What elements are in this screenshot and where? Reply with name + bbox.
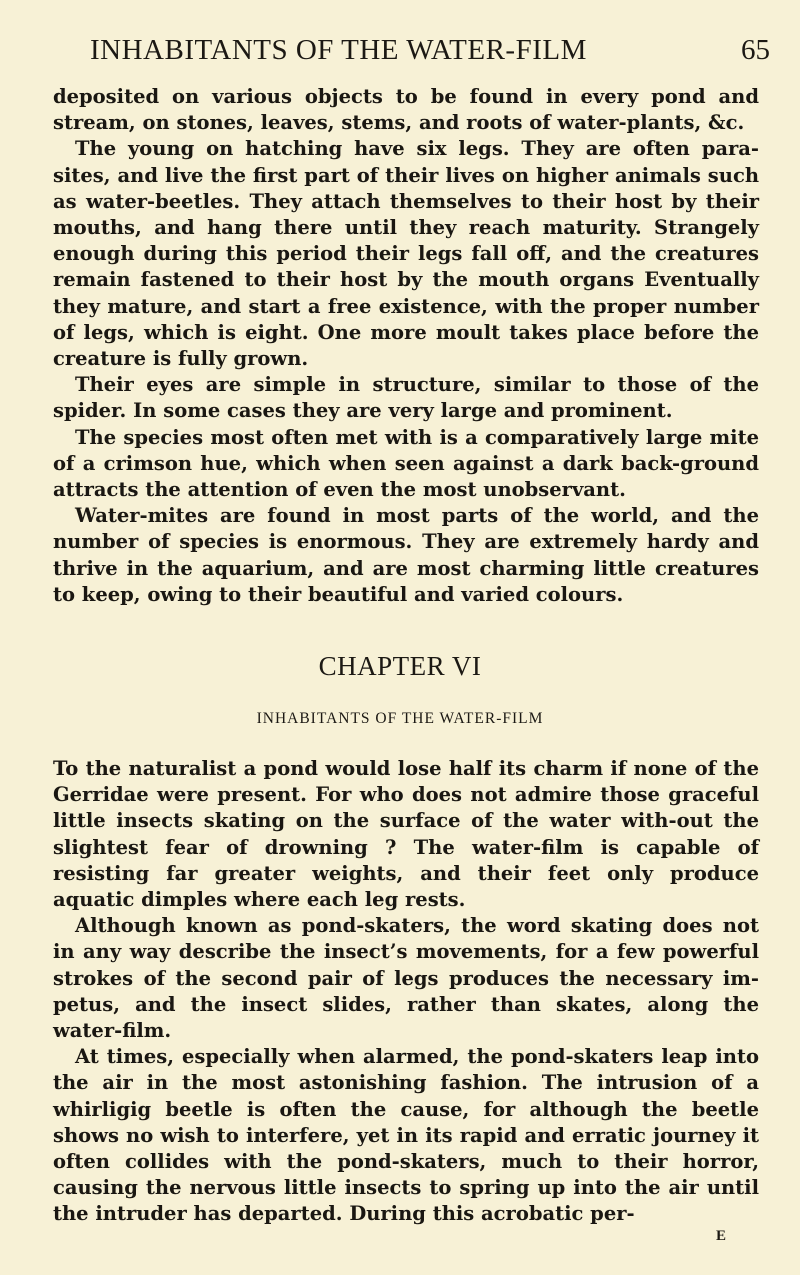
paragraph-young-mites: The young on hatching have six legs. They are often para-sites, and live the first part of their lives on higher animals such as water-beetles. They attach themselves to their host by their mouths, and hang there until they reach maturity. Strangely enough during this period their legs fall off, and the creatures remain fastened to their host by the mouth organs Eventually they mature, and start a free existence, with the proper number of legs, which is eight. One more moult takes place before the creature is fully grown. [53, 137, 759, 371]
chapter-heading: CHAPTER VI [318, 651, 482, 681]
paragraph-continued: deposited on various objects to be found in every pond and stream, on stones, leaves, stems, and roots of water-plants, &c. [53, 85, 759, 135]
section-mites-text [53, 84, 759, 608]
paragraph-eyes: Their eyes are simple in structure, similar to those of the spider. In some cases they are very large and prominent. [53, 373, 759, 423]
signature-mark: E [716, 1228, 727, 1244]
paragraph-water-mites: Water-mites are found in most parts of the world, and the number of species is enormous. They are extremely hardy and thrive in the aquarium, and are most charming little creatures to keep, owing to their beautiful and varied colours. [53, 504, 759, 606]
running-title: INHABITANTS OF THE WATER-FILM [90, 34, 587, 66]
paragraph-pond-skaters: Although known as pond-skaters, the word skating does not in any way describe the insect’s movements, for a few powerful strokes of the second pair of legs produces the necessary im-petus, and the insect slides, rather than skates, along the water-film. [53, 914, 759, 1043]
paragraph-leaping: At times, especially when alarmed, the pond-skaters leap into the air in the most astonishing fashion. The intrusion of a whirligig beetle is often the cause, for although the beetle shows no wish to interfere, yet in its rapid and erratic journey it often collides with the pond-skaters, much to their horror, causing the nervous little insects to spring up into the air until the intruder has departed. During this acrobatic per- [53, 1045, 759, 1226]
chapter-subtitle: INHABITANTS OF THE WATER-FILM [256, 710, 544, 727]
paragraph-gerridae: To the naturalist a pond would lose half its charm if none of the Gerridae were present. For who does not admire those graceful little insects skating on the surface of the water with-out the slightest fear of drowning ? The water-film is capable of resisting far greater weights, and their feet only produce aquatic dimples where each leg rests. [53, 757, 759, 912]
section-water-film-text [53, 756, 759, 1228]
paragraph-crimson-mite: The species most often met with is a comparatively large mite of a crimson hue, which when seen against a dark back-ground attracts the attention of even the most unobservant. [53, 425, 759, 502]
page-number: 65 [741, 34, 770, 66]
running-header [90, 34, 770, 70]
